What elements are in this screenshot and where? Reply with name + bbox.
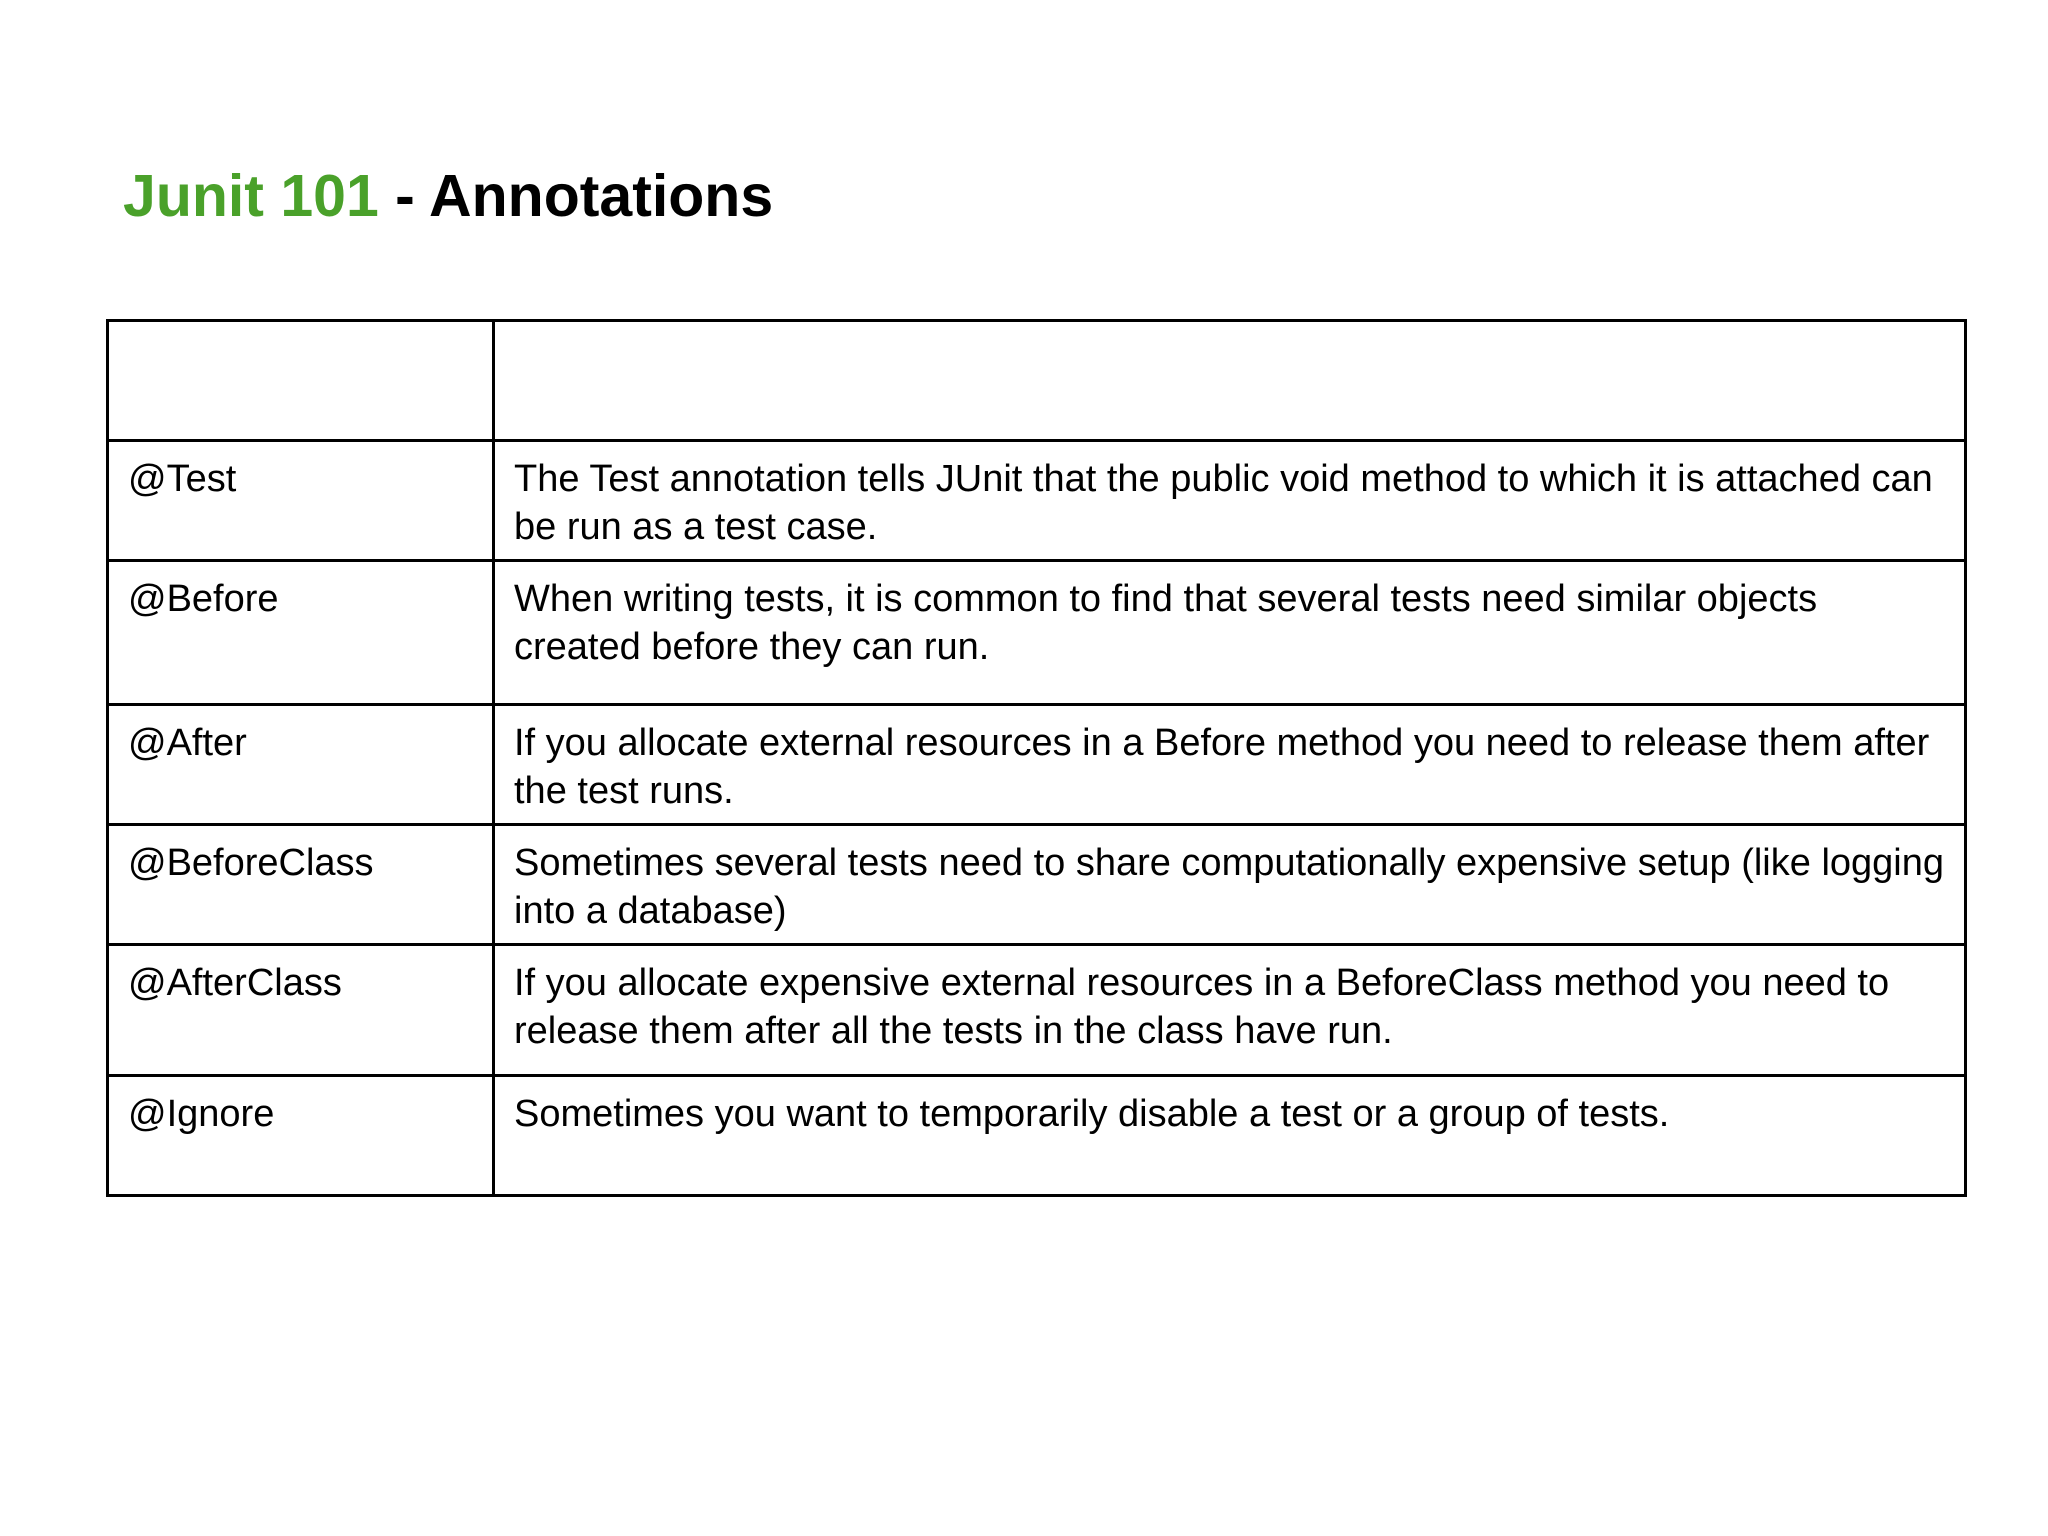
annotation-name: @BeforeClass — [108, 825, 494, 945]
header-cell-description — [494, 321, 1966, 441]
table-row — [108, 441, 1966, 561]
annotations-table — [106, 319, 1967, 1197]
annotation-description: When writing tests, it is common to find that several tests need similar objects created before they can run. — [494, 561, 1966, 705]
table-row — [108, 825, 1966, 945]
table-header-row — [108, 321, 1966, 441]
title-rest: - Annotations — [378, 163, 774, 229]
title-accent: Junit 101 — [123, 163, 379, 229]
annotation-description: The Test annotation tells JUnit that the public void method to which it is attached can be run as a test case. — [494, 441, 1966, 561]
annotation-name: @After — [108, 705, 494, 825]
slide-title — [123, 160, 773, 232]
annotation-description: Sometimes several tests need to share computationally expensive setup (like logging into a database) — [494, 825, 1966, 945]
table-row — [108, 945, 1966, 1076]
annotation-name: @AfterClass — [108, 945, 494, 1076]
annotation-description: If you allocate external resources in a Before method you need to release them after the test runs. — [494, 705, 1966, 825]
header-cell-annotation — [108, 321, 494, 441]
table-row — [108, 705, 1966, 825]
annotation-name: @Test — [108, 441, 494, 561]
annotation-name: @Ignore — [108, 1076, 494, 1196]
table-row — [108, 1076, 1966, 1196]
table-row — [108, 561, 1966, 705]
annotation-description: Sometimes you want to temporarily disable a test or a group of tests. — [494, 1076, 1966, 1196]
annotation-name: @Before — [108, 561, 494, 705]
annotation-description: If you allocate expensive external resources in a BeforeClass method you need to release them after all the tests in the class have run. — [494, 945, 1966, 1076]
